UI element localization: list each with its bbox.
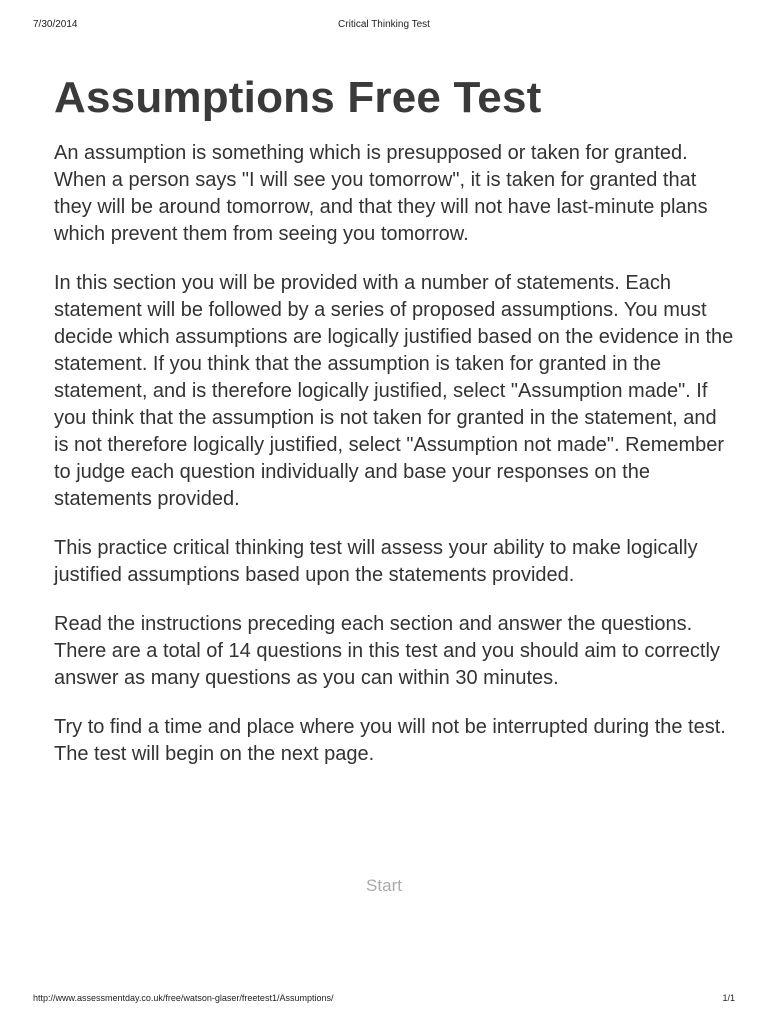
print-date: 7/30/2014 [33,19,78,30]
intro-paragraph-5: Try to find a time and place where you will not be interrupted during the test. The test will begin on the next page. [54,716,726,765]
page-title: Assumptions Free Test [54,73,542,122]
print-url: http://www.assessmentday.co.uk/free/watson-glaser/freetest1/Assumptions/ [33,993,334,1003]
print-header [0,19,768,33]
start-button[interactable]: Start [366,876,402,895]
main-content [54,70,734,790]
intro-paragraph-3: This practice critical thinking test will assess your ability to make logically justified assumptions based upon the statements provided. [54,537,698,586]
print-page-number: 1/1 [722,993,735,1003]
intro-paragraph-4: Read the instructions preceding each section and answer the questions. There are a total of 14 questions in this test and you should aim to correctly answer as many questions as you can within 30 minutes. [54,613,720,689]
print-title: Critical Thinking Test [338,19,430,30]
intro-paragraph-1: An assumption is something which is presupposed or taken for granted. When a person says "I will see you tomorrow", it is taken for granted that they will be around tomorrow, and that they will not have last-minute plans which prevent them from seeing you tomorrow. [54,142,708,245]
print-footer [0,993,768,1007]
intro-paragraph-2: In this section you will be provided with a number of statements. Each statement will be followed by a series of proposed assumptions. You must decide which assumptions are logically justified based on the evidence in the statement. If you think that the assumption is taken for granted in the statement, and is therefore logically justified, select "Assumption made". If you think that the assumption is not taken for granted in the statement, and is not therefore logically justified, select "Assumption not made". Remember to judge each question individually and base your responses on the statements provided. [54,272,734,510]
